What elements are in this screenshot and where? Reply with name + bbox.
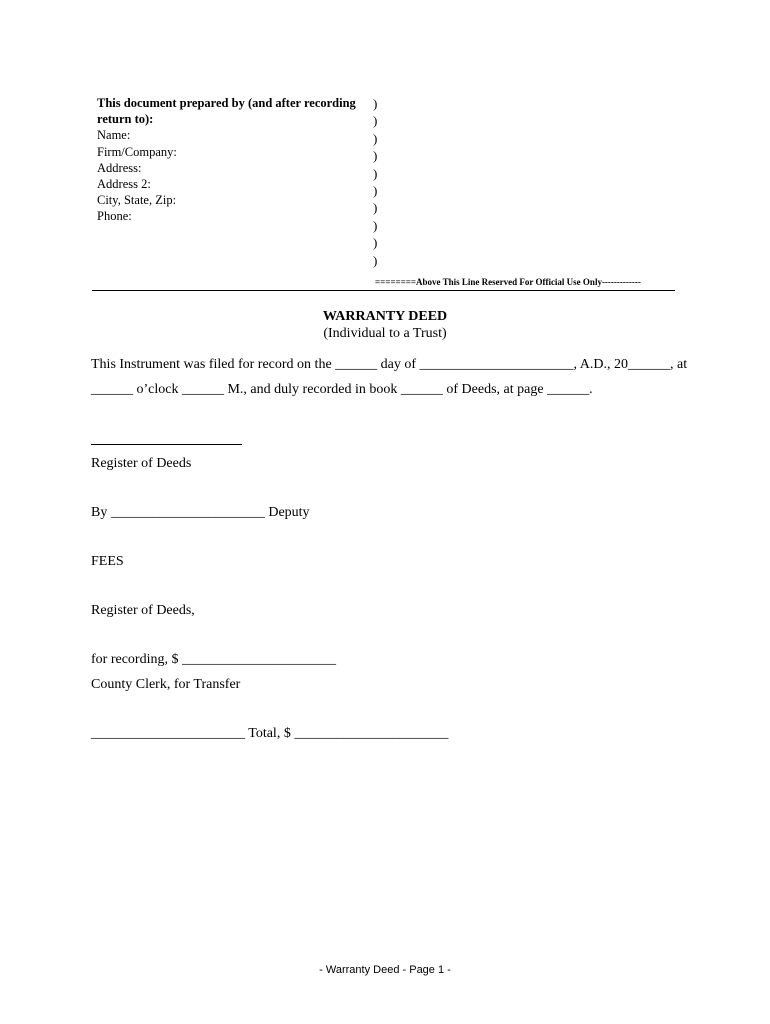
- fees-heading: FEES: [91, 554, 124, 569]
- paren: ): [373, 130, 378, 146]
- paren: ): [373, 148, 378, 164]
- city-state-zip-field-label: City, State, Zip:: [97, 193, 177, 208]
- name-field-label: Name:: [97, 128, 131, 143]
- reserved-line-text: ========Above This Line Reserved For Official Use Only-------------: [375, 277, 641, 287]
- filing-line-1: This Instrument was filed for record on the ______ day of ______________________, A.D., 20______, at: [91, 357, 688, 372]
- county-clerk-label: County Clerk, for Transfer: [91, 677, 241, 692]
- fees-register-label: Register of Deeds,: [91, 603, 195, 618]
- signature-line: [91, 444, 242, 445]
- return-to-label: return to):: [97, 112, 154, 127]
- horizontal-rule: [92, 290, 675, 291]
- paren: ): [373, 113, 378, 129]
- address2-field-label: Address 2:: [97, 177, 151, 192]
- prepared-by-label: This document prepared by (and after recording: [97, 96, 356, 110]
- phone-field-label: Phone:: [97, 209, 132, 224]
- document-subtitle: (Individual to a Trust): [323, 326, 447, 341]
- parenthesis-column: [373, 95, 377, 269]
- register-of-deeds-label: Register of Deeds: [91, 456, 192, 471]
- paren: ): [373, 165, 378, 181]
- paren: ): [373, 217, 378, 233]
- preparer-block: [97, 95, 356, 225]
- address-field-label: Address:: [97, 160, 142, 175]
- paren: ): [373, 235, 378, 251]
- paren: ): [373, 183, 378, 199]
- firm-field-label: Firm/Company:: [97, 144, 177, 159]
- page-footer: - Warranty Deed - Page 1 -: [319, 964, 451, 976]
- paren: ): [373, 96, 378, 111]
- filing-line-2: ______ o’clock ______ M., and duly recorded in book ______ of Deeds, at page ______.: [91, 382, 593, 397]
- paren: ): [373, 252, 378, 268]
- document-title: WARRANTY DEED: [322, 309, 448, 324]
- paren: ): [373, 200, 378, 216]
- for-recording-line: for recording, $ ______________________: [91, 652, 336, 667]
- deputy-line: By ______________________ Deputy: [91, 505, 310, 520]
- total-line: ______________________ Total, $ ______________________: [91, 726, 449, 741]
